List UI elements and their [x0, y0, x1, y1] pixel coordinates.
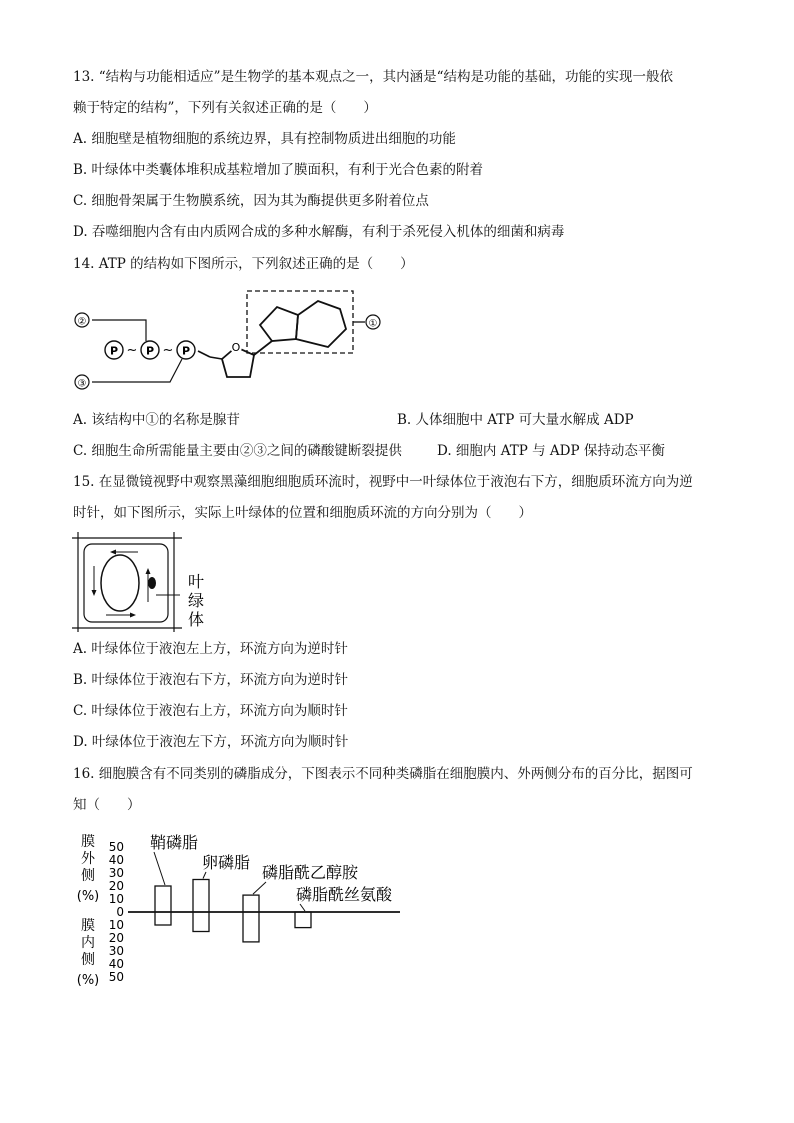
q14-stem: 14. ATP 的结构如下图所示，下列叙述正确的是（ ）	[73, 256, 414, 272]
q15-stem-line1: 15. 在显微镜视野中观察黑藻细胞细胞质环流时，视野中一叶绿体位于液泡右下方，细胞质环流方向为逆	[73, 474, 693, 490]
label-3: ③	[77, 378, 87, 390]
outer-label-unit: (%)	[76, 889, 100, 904]
q13-stem-line2: 赖于特定的结构”，下列有关叙述正确的是（ ）	[73, 100, 377, 116]
adenine-six-ring	[296, 301, 346, 347]
bar-3	[243, 895, 259, 942]
y-tick-outer-30: 30	[108, 866, 124, 880]
y-tick-inner-40: 40	[108, 957, 124, 971]
y-tick-inner-30: 30	[108, 944, 124, 958]
tilde-1: ~	[126, 343, 138, 358]
chloroplast-label-char1: 叶	[188, 572, 205, 591]
atp-structure-figure	[70, 285, 400, 400]
phosphate-2: P	[145, 344, 155, 358]
inner-label-char1: 膜	[81, 918, 95, 934]
phosphate-3: P	[181, 344, 191, 358]
y-tick-zero: 0	[116, 905, 124, 919]
vacuole	[101, 555, 139, 611]
category-label-1: 鞘磷脂	[150, 833, 199, 852]
q15-option-c: C. 叶绿体位于液泡右上方，环流方向为顺时针	[73, 703, 348, 719]
outer-label-char1: 膜	[81, 834, 95, 850]
q15-stem-line2: 时针，如下图所示，实际上叶绿体的位置和细胞质环流的方向分别为（ ）	[73, 505, 532, 521]
ribose-oxygen: O	[231, 341, 241, 354]
y-tick-outer-10: 10	[108, 892, 124, 906]
y-tick-outer-20: 20	[108, 879, 124, 893]
q13-option-a: A. 细胞壁是植物细胞的系统边界，具有控制物质进出细胞的功能	[73, 131, 456, 147]
q14-option-c: C. 细胞生命所需能量主要由②③之间的磷酸键断裂提供	[73, 443, 402, 459]
leader-line-2	[203, 872, 206, 879]
bar-4	[295, 912, 311, 928]
category-label-4: 磷脂酰丝氨酸	[296, 885, 393, 904]
q16-stem-line2: 知（ ）	[73, 797, 141, 813]
q13-option-c: C. 细胞骨架属于生物膜系统，因为其为酶提供更多附着位点	[73, 193, 429, 209]
q13-option-d: D. 吞噬细胞内含有由内质网合成的多种水解酶，有利于杀死侵入机体的细菌和病毒	[73, 224, 565, 240]
outer-label-char2: 外	[81, 851, 95, 867]
y-tick-inner-10: 10	[108, 918, 124, 932]
q14-option-b: B. 人体细胞中 ATP 可大量水解成 ADP	[397, 412, 634, 428]
tilde-2: ~	[162, 343, 174, 358]
label-2: ②	[77, 316, 87, 328]
y-tick-outer-50: 50	[108, 840, 124, 854]
q14-option-d: D. 细胞内 ATP 与 ADP 保持动态平衡	[437, 443, 665, 459]
outer-label-char3: 侧	[81, 868, 95, 884]
q16-stem-line1: 16. 细胞膜含有不同类别的磷脂成分，下图表示不同种类磷脂在细胞膜内、外两侧分布的百分比，据图可	[73, 766, 693, 782]
category-label-2: 卵磷脂	[202, 853, 251, 872]
inner-label-unit: (%)	[76, 973, 100, 988]
chloroplast-label-char3: 体	[188, 610, 205, 629]
leader-line-3	[253, 882, 266, 894]
q15-option-b: B. 叶绿体位于液泡右下方，环流方向为逆时针	[73, 672, 349, 688]
q14-option-a: A. 该结构中①的名称是腺苷	[73, 412, 240, 428]
chloroplast-label-char2: 绿	[188, 591, 205, 610]
bar-1	[155, 886, 171, 925]
leader-line-1	[154, 852, 165, 885]
bar-2	[193, 880, 209, 932]
y-tick-outer-40: 40	[108, 853, 124, 867]
y-tick-inner-50: 50	[108, 970, 124, 984]
phospholipid-distribution-chart	[70, 826, 430, 998]
cell-cyclosis-figure	[72, 532, 212, 632]
inner-label-char3: 侧	[81, 952, 95, 968]
inner-label-char2: 内	[81, 935, 95, 951]
q15-option-a: A. 叶绿体位于液泡左上方，环流方向为逆时针	[73, 641, 348, 657]
category-label-3: 磷脂酰乙醇胺	[262, 863, 359, 882]
q13-option-b: B. 叶绿体中类囊体堆积成基粒增加了膜面积，有利于光合色素的附着	[73, 162, 484, 178]
chloroplast	[148, 577, 156, 589]
leader-line-4	[300, 904, 305, 911]
y-tick-inner-20: 20	[108, 931, 124, 945]
phosphate-1: P	[109, 344, 119, 358]
label-1: ①	[368, 318, 378, 330]
q13-stem-line1: 13. “结构与功能相适应”是生物学的基本观点之一，其内涵是“结构是功能的基础，功能的实现一般依	[73, 69, 673, 85]
q15-option-d: D. 叶绿体位于液泡左下方，环流方向为顺时针	[73, 734, 349, 750]
adenine-five-ring	[260, 307, 298, 341]
